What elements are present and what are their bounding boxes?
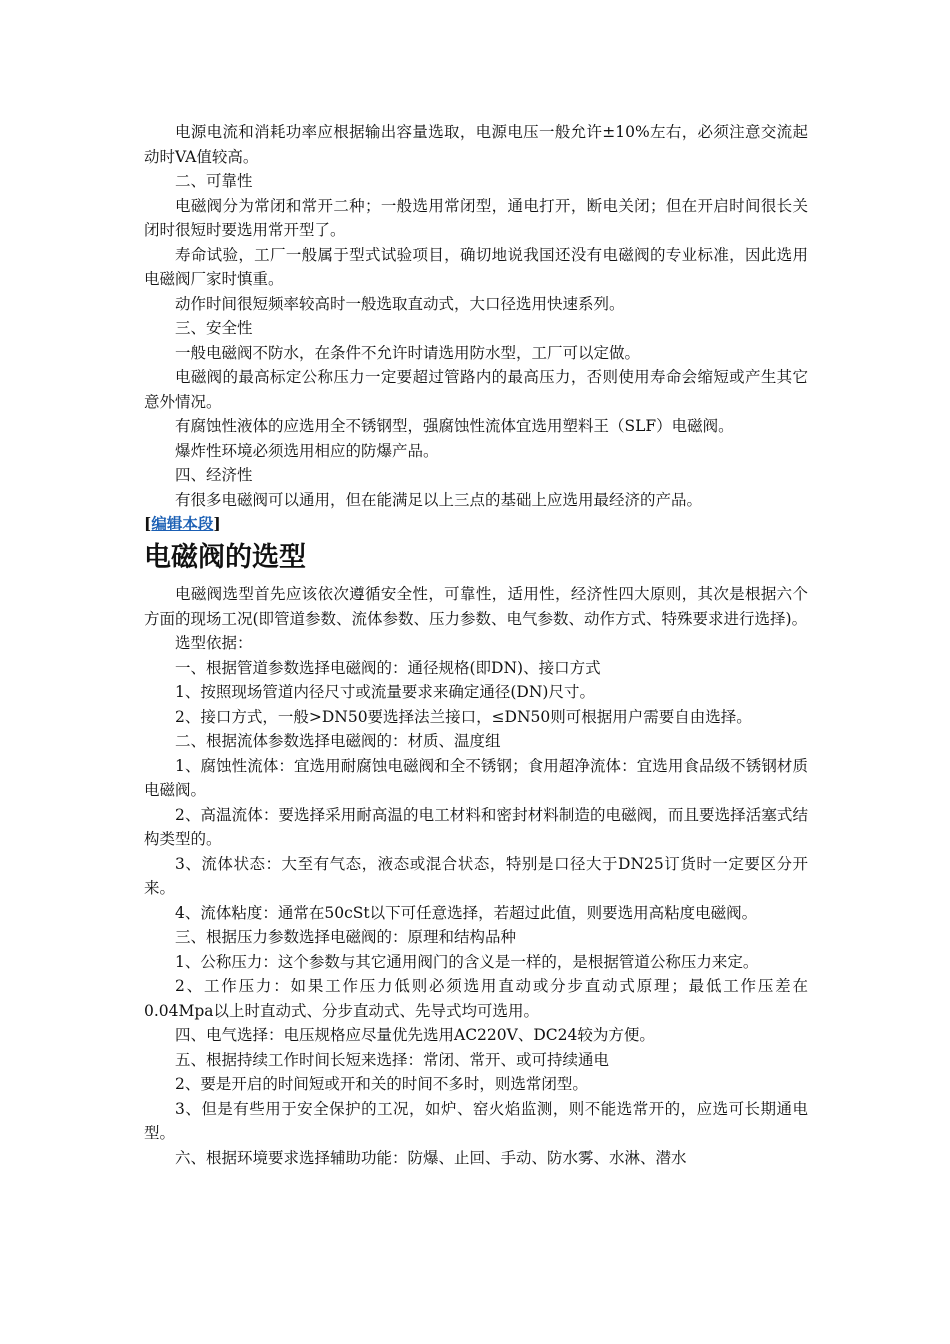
paragraph: 3、但是有些用于安全保护的工况，如炉、窑火焰监测，则不能选常开的，应选可长期通电型。 [144,1099,808,1142]
paragraph: 四、电气选择：电压规格应尽量优先选用AC220V、DC24较为方便。 [175,1026,655,1044]
paragraph: 有很多电磁阀可以通用，但在能满足以上三点的基础上应选用最经济的产品。 [175,490,703,509]
paragraph: 3、流体状态：大至有气态，液态或混合状态，特别是口径大于DN25订货时一定要区分开来。 [144,854,808,897]
paragraph: 五、根据持续工作时间长短来选择：常闭、常开、或可持续通电 [175,1050,610,1069]
paragraph: 1、腐蚀性流体：宜选用耐腐蚀电磁阀和全不锈钢；食用超净流体：宜选用食品级不锈钢材质电磁阀。 [144,756,808,799]
paragraph: 电源电流和消耗功率应根据输出容量选取，电源电压一般允许±10%左右，必须注意交流起动时VA值较高。 [144,123,808,166]
paragraph: 二、根据流体参数选择电磁阀的：材质、温度组 [175,732,501,750]
paragraph: 1、按照现场管道内径尺寸或流量要求来确定通径(DN)尺寸。 [175,683,595,701]
document-body [144,120,808,1170]
paragraph: 电磁阀的最高标定公称压力一定要超过管路内的最高压力，否则使用寿命会缩短或产生其它意外情况。 [144,368,808,411]
paragraph: 2、高温流体：要选择采用耐高温的电工材料和密封材料制造的电磁阀，而且要选择活塞式结构类型的。 [144,805,808,848]
subheading-safety: 三、安全性 [175,319,253,337]
paragraph: 动作时间很短频率较高时一般选取直动式，大口径选用快速系列。 [175,294,625,313]
paragraph: 爆炸性环境必须选用相应的防爆产品。 [175,441,439,460]
paragraph: 电磁阀分为常闭和常开二种；一般选用常闭型，通电打开，断电关闭；但在开启时间很长关闭时很短时要选用常开型了。 [144,196,808,239]
paragraph: 有腐蚀性液体的应选用全不锈钢型，强腐蚀性流体宜选用塑料王（SLF）电磁阀。 [175,417,734,435]
paragraph: 一般电磁阀不防水，在条件不允许时请选用防水型，工厂可以定做。 [175,343,641,362]
paragraph: 电磁阀选型首先应该依次遵循安全性，可靠性，适用性，经济性四大原则，其次是根据六个方面的现场工况(即管道参数、流体参数、压力参数、电气参数、动作方式、特殊要求进行选择)。 [144,585,808,628]
paragraph: 2、接口方式，一般>DN50要选择法兰接口，≤DN50则可根据用户需要自由选择。 [175,707,752,726]
edit-section-line [144,512,808,536]
section-heading: 电磁阀的选型 [144,542,306,573]
section-selection-principles [144,120,808,512]
edit-section-link[interactable]: 编辑本段 [151,514,214,533]
paragraph: 2、工作压力：如果工作压力低则必须选用直动或分步直动式原理；最低工作压差在0.04Mpa以上时直动式、分步直动式、先导式均可选用。 [144,977,808,1020]
subheading-reliability: 二、可靠性 [175,172,253,190]
edit-bracket-open: [ [144,514,152,533]
edit-bracket-close: ] [213,514,221,533]
paragraph: 六、根据环境要求选择辅助功能：防爆、止回、手动、防水雾、水淋、潜水 [175,1148,687,1167]
paragraph: 2、要是开启的时间短或开和关的时间不多时，则选常闭型。 [175,1075,588,1093]
paragraph: 三、根据压力参数选择电磁阀的：原理和结构品种 [175,928,517,946]
subheading-economy: 四、经济性 [175,466,253,484]
paragraph: 寿命试验，工厂一般属于型式试验项目，确切地说我国还没有电磁阀的专业标准，因此选用电磁阀厂家时慎重。 [144,245,808,288]
paragraph: 选型依据： [175,634,253,652]
section-selection-guide [144,582,808,1170]
paragraph: 一、根据管道参数选择电磁阀的：通径规格(即DN)、接口方式 [175,658,601,677]
paragraph: 4、流体粘度：通常在50cSt以下可任意选择，若超过此值，则要选用高粘度电磁阀。 [175,903,758,922]
paragraph: 1、公称压力：这个参数与其它通用阀门的含义是一样的，是根据管道公称压力来定。 [175,952,759,971]
